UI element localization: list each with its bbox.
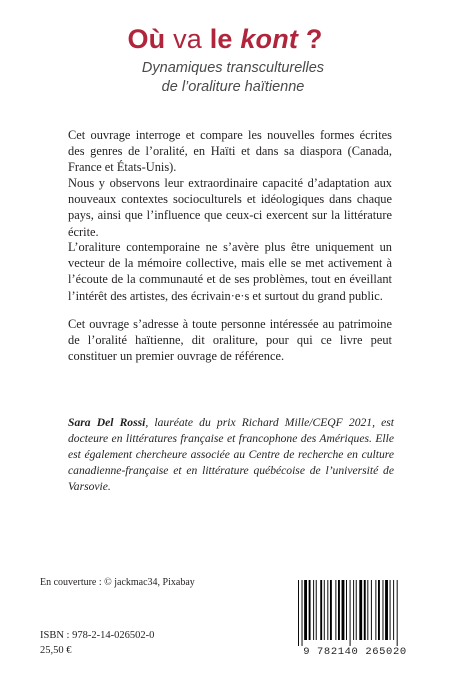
blurb-paragraph-3: L’oraliture contemporaine ne s’avère plus être uniquement un vecteur de la mémoire collective, mais elle se met activement à l’écoute de la communauté et de ses problèmes, tout en éveillant l’intérêt des artistes, des écrivain·e·s et surtout du grand public. (68, 240, 392, 303)
barcode-bar (335, 580, 336, 640)
subtitle-line-2: de l’oraliture haïtienne (161, 79, 305, 95)
barcode-bar (338, 580, 340, 640)
barcode-bar (320, 580, 322, 640)
barcode-bar (302, 580, 303, 646)
barcode-bar (327, 580, 328, 640)
title-word-ou: Où (127, 24, 174, 54)
subtitle-line-1: Dynamiques transculturelles (141, 60, 325, 76)
title-word-kont: kont (240, 24, 299, 54)
barcode-bar (367, 580, 368, 640)
author-bio-text: , lauréate du prix Richard Mille/CEQF 2021, est docteure en littératures française et francophone des Amériques. Elle est également chercheure associée au Centre de recherche en culture canadienne-française et en littérature québécoise de l’université de Varsovie. (68, 416, 394, 493)
title-word-va: va (173, 24, 210, 54)
barcode-bar (378, 580, 380, 640)
barcode-bar (383, 580, 384, 640)
barcode-bar (356, 580, 357, 640)
title-question-mark: ? (298, 24, 323, 54)
barcode-bar (298, 580, 299, 646)
barcode-digits: 9 782140 265020 (303, 646, 407, 658)
barcode-bar (385, 580, 388, 640)
barcode-bar (397, 580, 398, 646)
blurb-paragraph-1: Cet ouvrage interroge et compare les nouvelles formes écrites des genres de l’oralité, en Haïti et dans sa diaspora (Canada, France et États-Unis). (68, 128, 392, 175)
barcode-bar (350, 580, 351, 646)
barcode-bar (304, 580, 307, 640)
blurb-paragraph-4: Cet ouvrage s’adresse à toute personne intéressée au patrimoine de l’oralité haïtienne, dit oraliture, pour qui ce livre peut constituer un premier ouvrage de référence. (68, 317, 392, 364)
barcode-bar (375, 580, 376, 640)
barcode-bar (330, 580, 332, 640)
barcode-image (290, 580, 420, 650)
barcode-bar (371, 580, 372, 640)
barcode-bar (390, 580, 391, 640)
barcode-bar (324, 580, 325, 640)
cover-credit: En couverture : © jackmac34, Pixabay (40, 577, 195, 588)
barcode-bar (309, 580, 311, 640)
barcode-bar (364, 580, 366, 640)
author-bio (68, 415, 394, 495)
barcode-bar (393, 580, 394, 640)
barcode-bar (359, 580, 362, 640)
blurb-paragraph-2: Nous y observons leur extraordinaire capacité d’adaptation aux nouveaux contextes socioculturels et idéologiques dans chaque pays, ainsi que l’influence que ceux-ci exercent sur la littérature écrite. (68, 176, 392, 239)
barcode-bar (342, 580, 345, 640)
isbn-label: ISBN : 978-2-14-026502-0 (40, 630, 155, 641)
author-name: Sara Del Rossi (68, 416, 146, 429)
barcode-bar (346, 580, 347, 640)
title-word-le: le (209, 24, 241, 54)
barcode-bar (313, 580, 314, 640)
barcode-bar (353, 580, 354, 640)
book-title (0, 24, 450, 55)
barcode-bar (316, 580, 317, 640)
price-label: 25,50 € (40, 645, 72, 656)
